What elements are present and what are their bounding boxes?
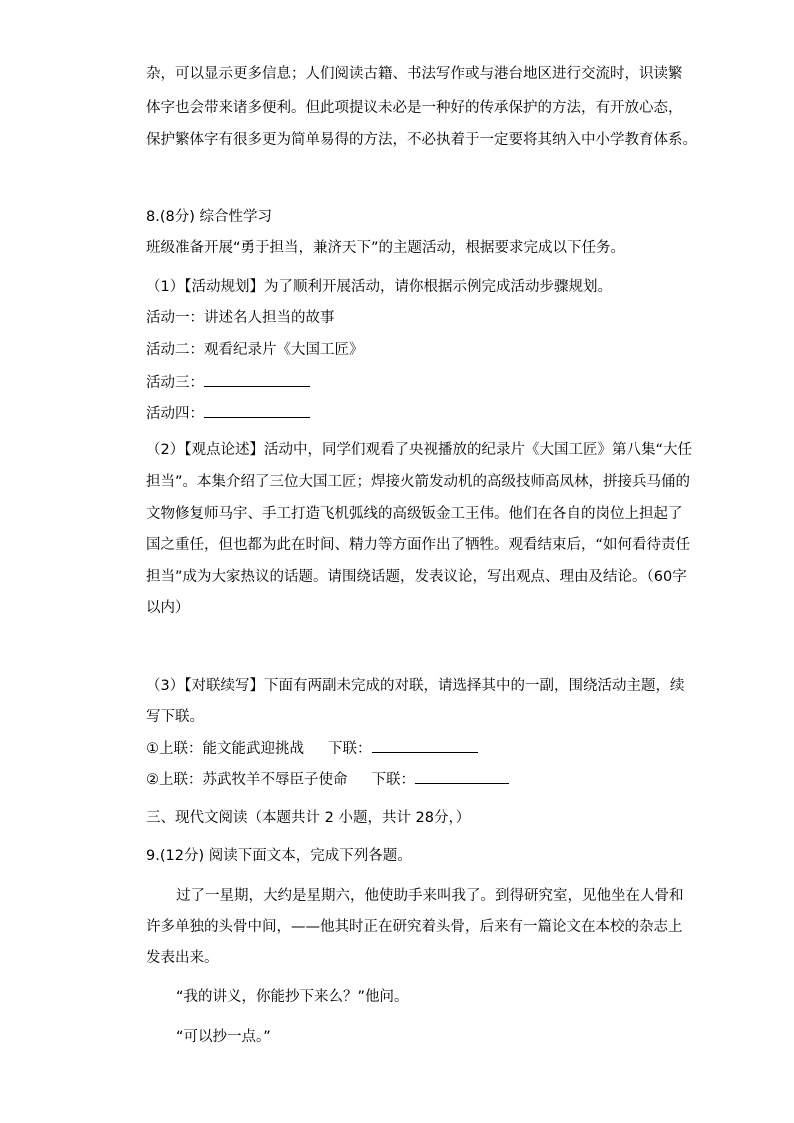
couplet-2-upper: ②上联：苏武牧羊不辱臣子使命 bbox=[146, 772, 348, 788]
answer-blank[interactable] bbox=[372, 738, 478, 753]
part-3-prompt: 写下联。 bbox=[146, 709, 204, 725]
passage-line: “可以抄一点。” bbox=[176, 1029, 271, 1045]
activity-4-label: 活动四： bbox=[146, 406, 204, 422]
part-2-line: 担当”成为大家热议的话题。请围绕话题，发表议论，写出观点、理由及结论。（60字 bbox=[146, 569, 687, 585]
part-2-line: 担当”。本集介绍了三位大国工匠；焊接火箭发动机的高级技师高凤林，拼接兵马俑的 bbox=[146, 474, 691, 490]
question-8-header: 8.(8分) 综合性学习 bbox=[146, 209, 272, 225]
passage-line: “我的讲义，你能抄下来么？”他问。 bbox=[176, 989, 409, 1005]
activity-1: 活动一：讲述名人担当的故事 bbox=[146, 310, 335, 326]
passage-line: 过了一星期，大约是星期六，他使助手来叫我了。到得研究室，见他坐在人骨和 bbox=[176, 888, 684, 904]
paragraph-line: 杂，可以显示更多信息；人们阅读古籍、书法写作或与港台地区进行交流时，识读繁 bbox=[146, 66, 683, 82]
question-9-header: 9.(12分) 阅读下面文本，完成下列各题。 bbox=[146, 848, 412, 864]
couplet-2-lower-label: 下联： bbox=[371, 772, 415, 788]
answer-blank[interactable] bbox=[204, 372, 310, 387]
passage-line: 许多单独的头骨中间，——他其时正在研究着头骨，后来有一篇论文在本校的杂志上 bbox=[146, 919, 683, 935]
section-3-heading: 三、现代文阅读（本题共计 2 小题，共计 28分，） bbox=[146, 810, 471, 826]
passage-line: 发表出来。 bbox=[146, 950, 219, 966]
activity-3 bbox=[146, 372, 310, 393]
part-2-line: 以内） bbox=[146, 600, 190, 616]
activity-2: 活动二：观看纪录片《大国工匠》 bbox=[146, 342, 364, 358]
paragraph-line: 体字也会带来诸多便利。但此项提议未必是一种好的传承保护的方法，有开放心态， bbox=[146, 100, 683, 116]
activity-4 bbox=[146, 403, 310, 424]
couplet-1-upper: ①上联：能文能武迎挑战 bbox=[146, 741, 304, 757]
couplet-2 bbox=[146, 769, 509, 790]
answer-blank[interactable] bbox=[415, 769, 509, 784]
part-2-line: 文物修复师马宇、手工打造飞机弧线的高级钣金工王伟。他们在各自的岗位上担起了 bbox=[146, 506, 683, 522]
part-2-line: 国之重任，但也都为此在时间、精力等方面作出了牺牲。观看结束后，“如何看待责任 bbox=[146, 537, 691, 553]
couplet-1-lower-label: 下联： bbox=[328, 741, 372, 757]
part-3-prompt: （3）【对联续写】下面有两副未完成的对联，请选择其中的一副，围绕活动主题，续 bbox=[146, 678, 685, 694]
question-8-intro: 班级准备开展“勇于担当，兼济天下”的主题活动，根据要求完成以下任务。 bbox=[146, 240, 626, 256]
couplet-1 bbox=[146, 738, 478, 759]
activity-3-label: 活动三： bbox=[146, 375, 204, 391]
paragraph-line: 保护繁体字有很多更为简单易得的方法，不必执着于一定要将其纳入中小学教育体系。 bbox=[146, 132, 697, 148]
part-2-line: （2）【观点论述】活动中，同学们观看了央视播放的纪录片《大国工匠》第八集“大任 bbox=[146, 442, 692, 458]
part-1-prompt: （1）【活动规划】为了顺利开展活动，请你根据示例完成活动步骤规划。 bbox=[146, 279, 612, 295]
answer-blank[interactable] bbox=[204, 403, 310, 418]
